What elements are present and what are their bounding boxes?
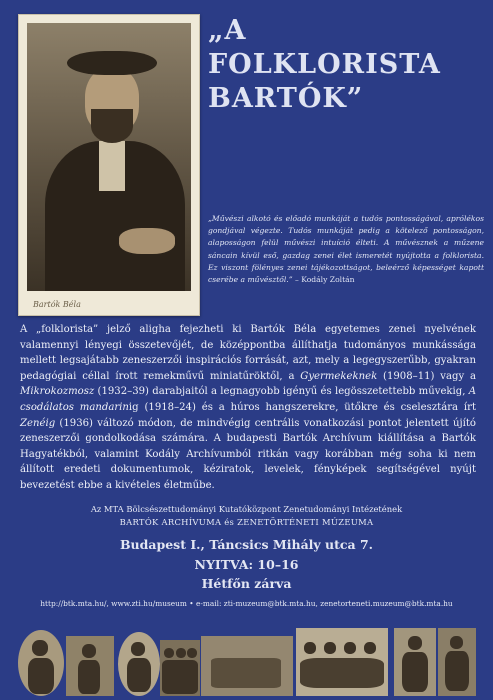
photo-signature: Bartók Béla bbox=[33, 300, 81, 309]
body-text-part: (1932–39) darabjaitól a legnagyobb igényű és legösszetettebb művekig, bbox=[94, 386, 469, 398]
institution-line-2: BARTÓK ARCHÍVUMA és ZENETÖRTÉNETI MÚZEUMA bbox=[119, 517, 374, 527]
work-title: Zenéig bbox=[20, 417, 56, 429]
folk-photo-5 bbox=[201, 636, 293, 696]
folk-photo-oval-1 bbox=[18, 630, 64, 696]
body-text-part: (1936) változó módon, de mindvégig centrális vonatkozási pontot jelentett újító zeneszerzői gondolkodása számára. A budapesti Bartók Archívum kiállítása a Bartók Hagyatékból, valamint Kodály Archívumból ritkán vagy korábban még soha ki nem állított eredeti dokumentumok, kéziratok, levelek, fényképek segítségével nyújt bevezetést ebbe a kivételes életműbe. bbox=[20, 417, 476, 491]
folk-photo-8 bbox=[438, 628, 476, 696]
address: Budapest I., Táncsics Mihály utca 7. bbox=[119, 537, 374, 552]
work-title: Mikrokozmosz bbox=[20, 386, 95, 398]
folk-photo-6 bbox=[296, 628, 388, 696]
contact-links[interactable]: http://btk.mta.hu/, www.zti.hu/museum • e-mail: zti-muzeum@btk.mta.hu, zenetorteneti.muzeum@btk.mta.hu bbox=[40, 599, 453, 608]
opening-hours: NYITVA: 10–16 bbox=[194, 557, 299, 572]
folk-photo-4 bbox=[160, 640, 200, 696]
body-text-part: A „folklorista” jelző aligha fejezheti ki Bartók Béla egyetemes zenei nyelvének valamennyi lényegi összetevőjét, de középpontba állíthatja tudományos munkássága mellett legsajátabb zeneszerzői inspirációs forrását, azt, mely a legegyszerűbb, gyakran pedagógiai céllal írott remekművű miniatűröktől, a bbox=[20, 324, 476, 382]
quote-author: – Kodály Zoltán bbox=[292, 275, 355, 285]
kodaly-quote bbox=[208, 213, 484, 286]
body-text-part: (1908–11) vagy a bbox=[377, 370, 477, 382]
work-title: Gyermekeknek bbox=[300, 370, 378, 382]
title-line-1: „A FOLKLORISTA bbox=[208, 15, 441, 80]
portrait-image bbox=[27, 23, 191, 291]
bartok-portrait-photo bbox=[18, 14, 200, 316]
photo-strip bbox=[0, 622, 493, 700]
work-title: A csodálatos mandarin bbox=[20, 386, 476, 413]
closed-day: Hétfőn zárva bbox=[201, 576, 292, 591]
folk-photo-2 bbox=[66, 636, 114, 696]
page-title bbox=[208, 14, 488, 116]
title-line-2: BARTÓK” bbox=[208, 83, 364, 114]
folk-photo-oval-3 bbox=[118, 632, 160, 696]
main-description bbox=[20, 322, 476, 494]
institution-line-1: Az MTA Bölcsészettudományi Kutatóközpont Zenetudományi Intézetének bbox=[90, 504, 403, 514]
body-text-part: ig (1918–24) és a húros hangszerekre, ütőkre és cselesztára írt bbox=[128, 401, 477, 413]
quote-text: „Művészi alkotó és előadó munkáját a tudós pontosságával, aprólékos gondjával végezte. Tudós munkáját pedig a kötelező pontosságon, alaposságon felül művészi intuíció élteti. A művésznek a műzene sáncain kívül eső, gazdag zenei élet ismeretét nyújtotta a folklorista. Ez viszont fölényes zenei tájékozottságot, beleérző képességet kapott cserébe a művésztől.” bbox=[208, 214, 484, 285]
folk-photo-7 bbox=[394, 628, 436, 696]
